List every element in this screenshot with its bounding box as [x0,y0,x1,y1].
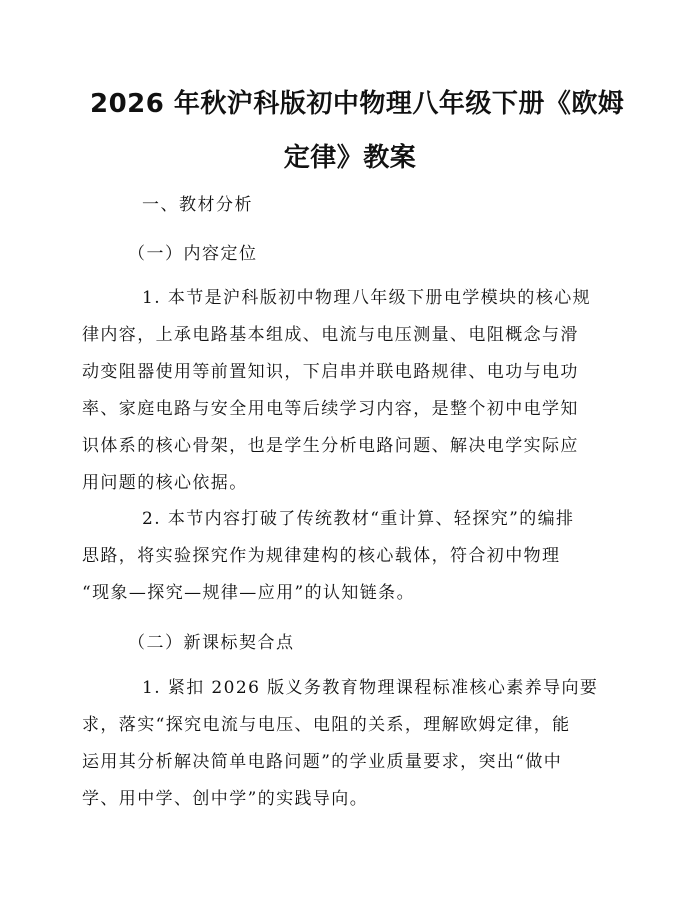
paragraph-line: 动变阻器使用等前置知识，下启串并联电路规律、电功与电功 [82,362,579,382]
paragraph-line: 学、用中学、创中学”的实践导向。 [82,789,369,809]
paragraph-line: 率、家庭电路与安全用电等后续学习内容，是整个初中电学知 [82,399,579,419]
paragraph-curriculum-standards-1 [82,670,622,818]
subsection-heading-curriculum-standards: （二）新课标契合点 [128,633,295,653]
document-title-line-1: 2026 年秋沪科版初中物理八年级下册《欧姆 [90,89,625,119]
paragraph-line: 识体系的核心骨架，也是学生分析电路问题、解决电学实际应 [82,436,579,456]
paragraph-line: 用问题的核心依据。 [82,473,248,493]
paragraph-line: 律内容，上承电路基本组成、电流与电压测量、电阻概念与滑 [82,325,579,345]
paragraph-line: 1. 紧扣 2026 版义务教育物理课程标准核心素养导向要 [142,678,599,698]
paragraph-content-positioning-2 [82,501,622,612]
paragraph-line: 求，落实“探究电流与电压、电阻的关系，理解欧姆定律，能 [82,715,571,735]
document-title-line-2: 定律》教案 [283,143,417,173]
paragraph-content-positioning-1 [82,280,622,502]
paragraph-line: “现象—探究—规律—应用”的认知链条。 [82,583,415,603]
paragraph-line: 2. 本节内容打破了传统教材“重计算、轻探究”的编排 [142,509,575,529]
subsection-heading-content-positioning: （一）内容定位 [128,244,258,264]
paragraph-line: 1. 本节是沪科版初中物理八年级下册电学模块的核心规 [142,288,592,308]
paragraph-line: 思路，将实验探究作为规律建构的核心载体，符合初中物理 [82,546,561,566]
paragraph-line: 运用其分析解决简单电路问题”的学业质量要求，突出“做中 [82,752,563,772]
section-heading-textbook-analysis: 一、教材分析 [142,195,253,215]
